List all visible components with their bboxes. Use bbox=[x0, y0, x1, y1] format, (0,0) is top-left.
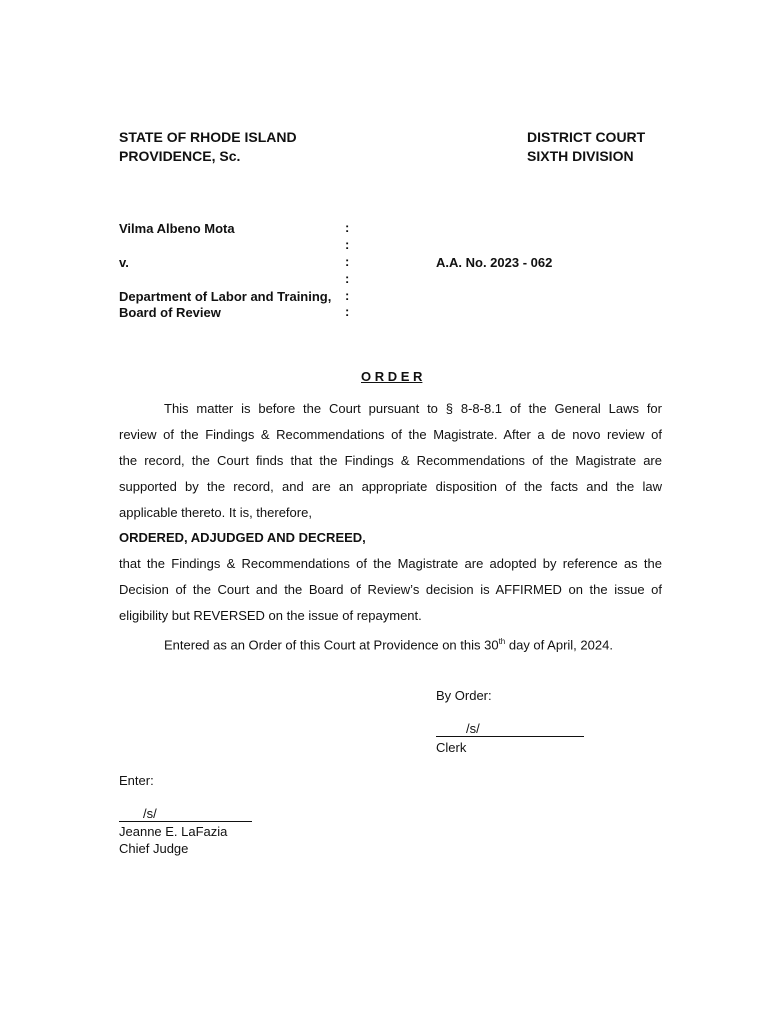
enter-label: Enter: bbox=[119, 773, 154, 788]
order-para1-line: the record, the Court finds that the Findings & Recommendations of the Magistrate are bbox=[119, 453, 662, 468]
judge-signature-line bbox=[119, 821, 252, 822]
caption-colon: : bbox=[345, 254, 350, 269]
caption-colon: : bbox=[345, 271, 350, 286]
entered-text: Entered as an Order of this Court at Providence on this 30 bbox=[164, 637, 499, 653]
judge-name: Jeanne E. LaFazia bbox=[119, 824, 228, 839]
order-para2-line: eligibility but REVERSED on the issue of repayment. bbox=[119, 608, 422, 623]
clerk-signature: /s/ bbox=[466, 721, 480, 736]
entered-text-end: day of April, 2024. bbox=[505, 637, 613, 653]
county-heading: PROVIDENCE, Sc. bbox=[119, 148, 241, 164]
order-para1-line: supported by the record, and are an appropriate disposition of the facts and the law bbox=[119, 479, 662, 494]
caption-colon: : bbox=[345, 220, 350, 235]
clerk-title: Clerk bbox=[436, 740, 467, 755]
caption-colon: : bbox=[345, 237, 350, 252]
caption-colon: : bbox=[345, 304, 350, 319]
plaintiff-name: Vilma Albeno Mota bbox=[119, 221, 235, 236]
by-order-label: By Order: bbox=[436, 688, 492, 703]
defendant-name: Department of Labor and Training, bbox=[119, 289, 332, 304]
clerk-signature-line bbox=[436, 736, 584, 737]
order-para1-line: review of the Findings & Recommendations of the Magistrate. After a de novo review of bbox=[119, 427, 662, 442]
order-para2-line: Decision of the Court and the Board of Review’s decision is AFFIRMED on the issue of bbox=[119, 582, 662, 597]
entered-statement bbox=[164, 637, 613, 652]
case-number: A.A. No. 2023 - 062 bbox=[436, 255, 553, 270]
date-ordinal: th bbox=[498, 637, 506, 646]
versus-label: v. bbox=[119, 255, 129, 270]
order-para1-line: applicable thereto. It is, therefore, bbox=[119, 505, 312, 520]
defendant-board: Board of Review bbox=[119, 305, 221, 320]
judge-title: Chief Judge bbox=[119, 841, 189, 856]
judge-signature: /s/ bbox=[143, 806, 157, 821]
division-heading: SIXTH DIVISION bbox=[527, 148, 634, 164]
order-para1-line: This matter is before the Court pursuant to § 8-8-8.1 of the General Laws for bbox=[164, 401, 662, 416]
order-para2-line: that the Findings & Recommendations of the Magistrate are adopted by reference as the bbox=[119, 556, 662, 571]
caption-colon: : bbox=[345, 288, 350, 303]
order-title: O R D E R bbox=[361, 369, 423, 384]
court-heading: DISTRICT COURT bbox=[527, 129, 646, 145]
decree-heading: ORDERED, ADJUDGED AND DECREED, bbox=[119, 530, 366, 545]
state-heading: STATE OF RHODE ISLAND bbox=[119, 129, 297, 145]
